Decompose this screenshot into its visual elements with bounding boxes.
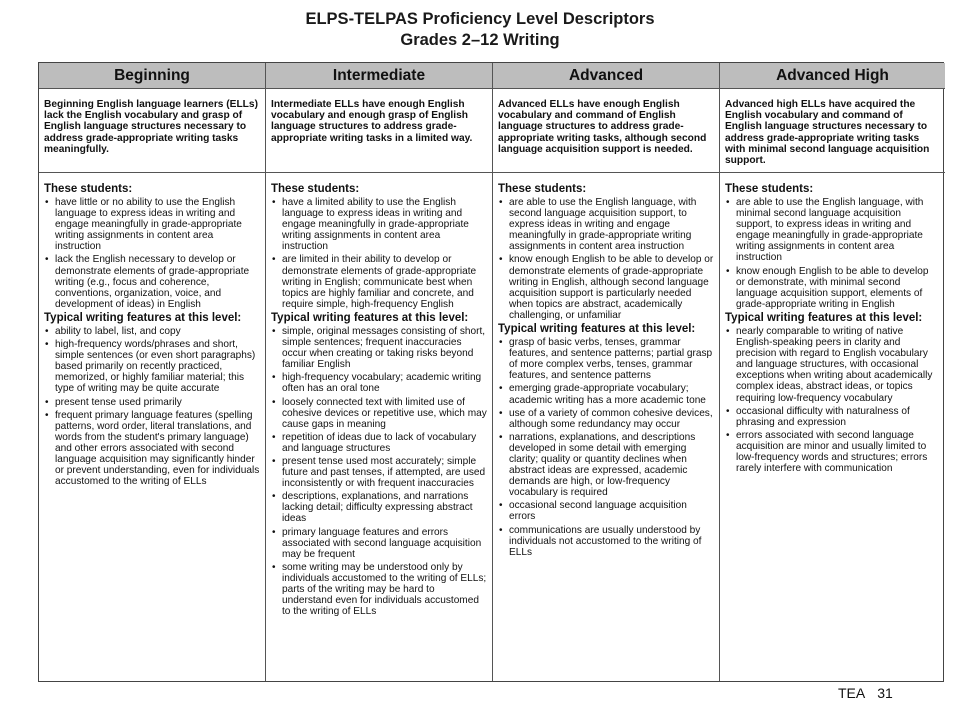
features-list xyxy=(725,326,940,474)
level-summary: Advanced ELLs have enough English vocabulary and command of English language structures to address grade-appropriate writing tasks, although second language acquisition support is needed. xyxy=(493,89,719,173)
list-item: • lack the English necessary to develop or demonstrate elements of grade-appropriate writing (e.g., focus and coherence, conventions, organization, voice, and development of ideas) in English xyxy=(44,254,260,309)
students-heading: These students: xyxy=(498,183,587,195)
features-heading: Typical writing features at this level: xyxy=(44,311,242,324)
level-summary: Intermediate ELLs have enough English vocabulary and enough grasp of English language structures to address grade-appropriate writing tasks in a limited way. xyxy=(266,89,492,173)
list-item: • frequent primary language features (spelling patterns, word order, literal translations, and words from the student's primary language) and other errors associated with second language acquisition may significantly hinder or prevent understanding, even for individuals accustomed to the writing of ELLs xyxy=(44,410,260,488)
list-item: • have little or no ability to use the English language to express ideas in writing and engage meaningfully in grade-appropriate writing assignments in content area instruction xyxy=(44,197,260,252)
page-footer xyxy=(838,685,893,701)
column-advanced xyxy=(493,63,720,681)
column-heading: Advanced xyxy=(493,63,719,89)
level-summary: Beginning English language learners (ELLs) lack the English vocabulary and grasp of English language structures necessary to address grade-appropriate writing tasks meaningfully. xyxy=(39,89,265,173)
list-item: • descriptions, explanations, and narrations lacking detail; difficulty expressing abstract ideas xyxy=(271,491,487,524)
list-item: • know enough English to be able to develop or demonstrate, with minimal second language acquisition support, elements of grade-appropriate writing in English xyxy=(725,266,940,310)
list-item: • emerging grade-appropriate vocabulary; academic writing has a more academic tone xyxy=(498,383,714,405)
list-item: • simple, original messages consisting of short, simple sentences; frequent inaccuracies occur when creating or taking risks beyond familiar English xyxy=(271,326,487,370)
list-item: • are able to use the English language, with second language acquisition support, to express ideas in writing and engage meaningfully in grade-appropriate writing assignments in content area instruction xyxy=(498,197,714,252)
list-item: • occasional difficulty with naturalness of phrasing and expression xyxy=(725,406,940,428)
list-item: • repetition of ideas due to lack of vocabulary and language structures xyxy=(271,432,487,454)
level-details xyxy=(720,174,945,476)
list-item: • nearly comparable to writing of native English-speaking peers in clarity and precision with regard to English vocabulary and language structures, with occasional exceptions when writing about academically complex ideas, abstract ideas, or topics requiring low-frequency vocabulary xyxy=(725,326,940,404)
list-item: • present tense used primarily xyxy=(44,397,260,408)
students-list xyxy=(498,197,714,321)
features-heading: Typical writing features at this level: xyxy=(271,311,469,324)
proficiency-table xyxy=(38,62,944,682)
list-item: • high-frequency vocabulary; academic writing often has an oral tone xyxy=(271,372,487,394)
students-list xyxy=(271,197,487,310)
document-subtitle: Grades 2–12 Writing xyxy=(400,31,560,49)
list-item: • errors associated with second language acquisition are minor and usually limited to low-frequency words and structures; errors rarely interfere with communication xyxy=(725,430,940,474)
list-item: • grasp of basic verbs, tenses, grammar features, and sentence patterns; partial grasp of more complex verbs, tenses, grammar features, and sentence patterns xyxy=(498,337,714,381)
list-item: • some writing may be understood only by individuals accustomed to the writing of ELLs; parts of the writing may be hard to understand even for individuals accustomed to the writing of ELLs xyxy=(271,562,487,617)
list-item: • are able to use the English language, with minimal second language acquisition support, to express ideas in writing and engage meaningfully in grade-appropriate writing assignments in content area instruction xyxy=(725,197,940,264)
students-heading: These students: xyxy=(44,183,133,195)
list-item: • are limited in their ability to develop or demonstrate elements of grade-appropriate writing in English; communicate best when topics are highly familiar and concrete, and require simple, high-frequency English xyxy=(271,254,487,309)
list-item: • high-frequency words/phrases and short, simple sentences (or even short paragraphs) based primarily on recently practiced, memorized, or highly familiar material; this type of writing may be quite accurate xyxy=(44,339,260,394)
column-heading: Intermediate xyxy=(266,63,492,89)
footer-source: TEA xyxy=(838,685,866,701)
students-list xyxy=(725,197,940,310)
features-heading: Typical writing features at this level: xyxy=(725,311,923,324)
column-heading: Beginning xyxy=(39,63,265,89)
list-item: • narrations, explanations, and descriptions developed in some detail with emerging clarity; quality or quantity declines when abstract ideas are expressed, academic demands are high, or low-frequency vocabulary is required xyxy=(498,432,714,499)
list-item: • occasional second language acquisition errors xyxy=(498,500,714,522)
column-heading: Advanced High xyxy=(720,63,945,89)
list-item: • use of a variety of common cohesive devices, although some redundancy may occur xyxy=(498,408,714,430)
document-title: ELPS-TELPAS Proficiency Level Descriptors xyxy=(305,10,655,28)
students-heading: These students: xyxy=(725,183,814,195)
list-item: • present tense used most accurately; simple future and past tenses, if attempted, are used inconsistently or with frequent inaccuracies xyxy=(271,456,487,489)
column-advanced-high xyxy=(720,63,945,681)
list-item: • primary language features and errors associated with second language acquisition may be frequent xyxy=(271,527,487,560)
features-list xyxy=(44,326,260,487)
column-beginning xyxy=(39,63,266,681)
features-list xyxy=(498,337,714,558)
features-list xyxy=(271,326,487,617)
level-summary: Advanced high ELLs have acquired the English vocabulary and command of English language structures necessary to address grade-appropriate writing tasks with minimal second language acquisition support. xyxy=(720,89,945,173)
list-item: • communications are usually understood by individuals not accustomed to the writing of ELLs xyxy=(498,525,714,558)
list-item: • loosely connected text with limited use of cohesive devices or repetitive use, which may cause gaps in meaning xyxy=(271,397,487,430)
page-number: 31 xyxy=(877,685,893,701)
level-details xyxy=(493,174,719,560)
list-item: • ability to label, list, and copy xyxy=(44,326,260,337)
level-details xyxy=(39,174,265,489)
list-item: • have a limited ability to use the English language to express ideas in writing and engage meaningfully in grade-appropriate writing assignments in content area instruction xyxy=(271,197,487,252)
level-details xyxy=(266,174,492,619)
students-list xyxy=(44,197,260,310)
list-item: • know enough English to be able to develop or demonstrate elements of grade-appropriate writing in English, although second language acquisition support is particularly needed when topics are abstract, academically challenging, or unfamiliar xyxy=(498,254,714,321)
column-intermediate xyxy=(266,63,493,681)
features-heading: Typical writing features at this level: xyxy=(498,323,696,336)
students-heading: These students: xyxy=(271,183,360,195)
